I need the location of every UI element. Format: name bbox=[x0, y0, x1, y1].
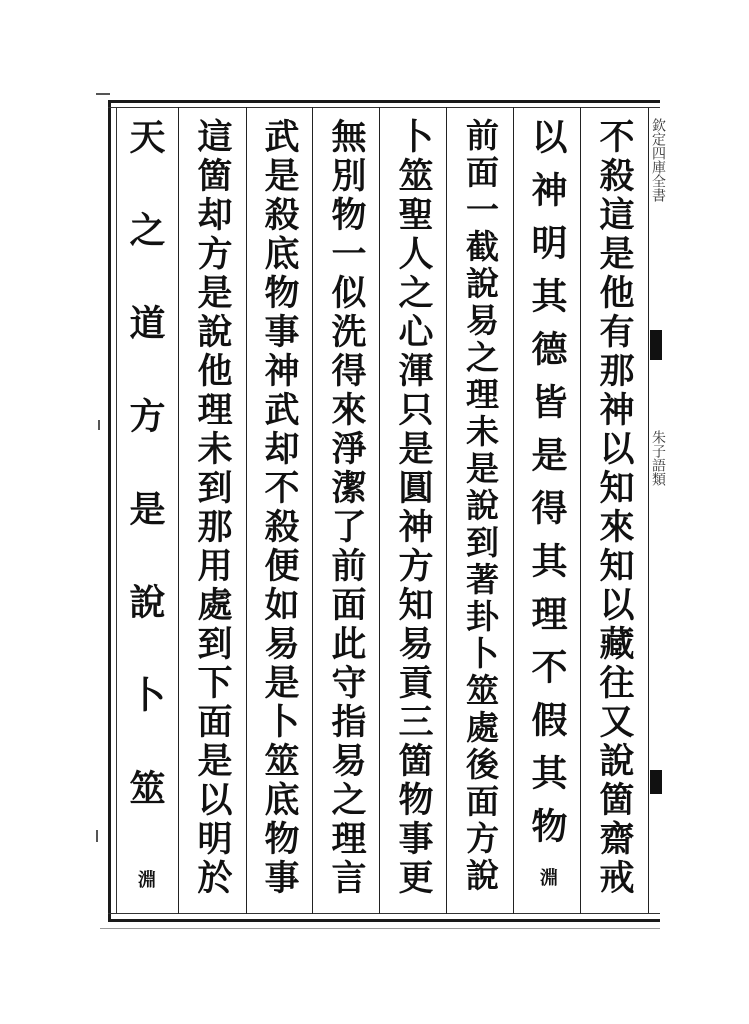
column-divider bbox=[580, 107, 581, 914]
inner-border-bottom bbox=[108, 913, 660, 914]
gutter-fishtail-mark bbox=[650, 330, 662, 360]
column-annotation: 淵 bbox=[135, 870, 156, 888]
column-text: 不殺這是他有那神以知來知以藏往又說箇齋戒 bbox=[594, 118, 635, 898]
column-text: 以神明其德皆是得其理不假其物 bbox=[526, 118, 568, 860]
scan-speck bbox=[96, 93, 110, 95]
gutter-fishtail-mark bbox=[650, 770, 662, 794]
inner-border-top bbox=[108, 107, 660, 108]
text-column-5 bbox=[315, 118, 377, 908]
text-column-1 bbox=[583, 118, 645, 908]
gutter-book-title: 朱子語類 bbox=[650, 430, 666, 486]
text-column-6 bbox=[248, 118, 310, 908]
column-text: 前面一截說易之理未是說到著卦卜筮處後面方說 bbox=[461, 118, 500, 895]
scan-speck bbox=[98, 420, 100, 430]
scan-speck bbox=[96, 830, 98, 842]
text-column-3 bbox=[449, 118, 511, 908]
column-divider bbox=[513, 107, 514, 914]
column-text: 這箇却方是說他理未到那用處到下面是以明於 bbox=[192, 118, 233, 898]
text-column-8 bbox=[114, 118, 176, 908]
column-divider bbox=[446, 107, 447, 914]
column-annotation: 淵 bbox=[537, 868, 558, 886]
text-column-4 bbox=[382, 118, 444, 908]
text-column-2 bbox=[516, 118, 578, 908]
column-text: 卜筮聖人之心渾只是圓神方知易貢三箇物事更 bbox=[393, 118, 434, 898]
column-divider bbox=[178, 107, 179, 914]
column-divider bbox=[379, 107, 380, 914]
column-text: 天之道方是說卜筮 bbox=[124, 118, 166, 862]
text-column-7 bbox=[181, 118, 243, 908]
column-divider bbox=[312, 107, 313, 914]
scan-edge-line bbox=[100, 928, 660, 929]
column-text: 無別物一似洗得來淨潔了前面此守指易之理言 bbox=[326, 118, 367, 898]
gutter-title: 欽定四庫全書 bbox=[650, 118, 666, 202]
column-divider bbox=[246, 107, 247, 914]
column-text: 武是殺底物事神武却不殺便如易是卜筮底物事 bbox=[259, 118, 300, 898]
